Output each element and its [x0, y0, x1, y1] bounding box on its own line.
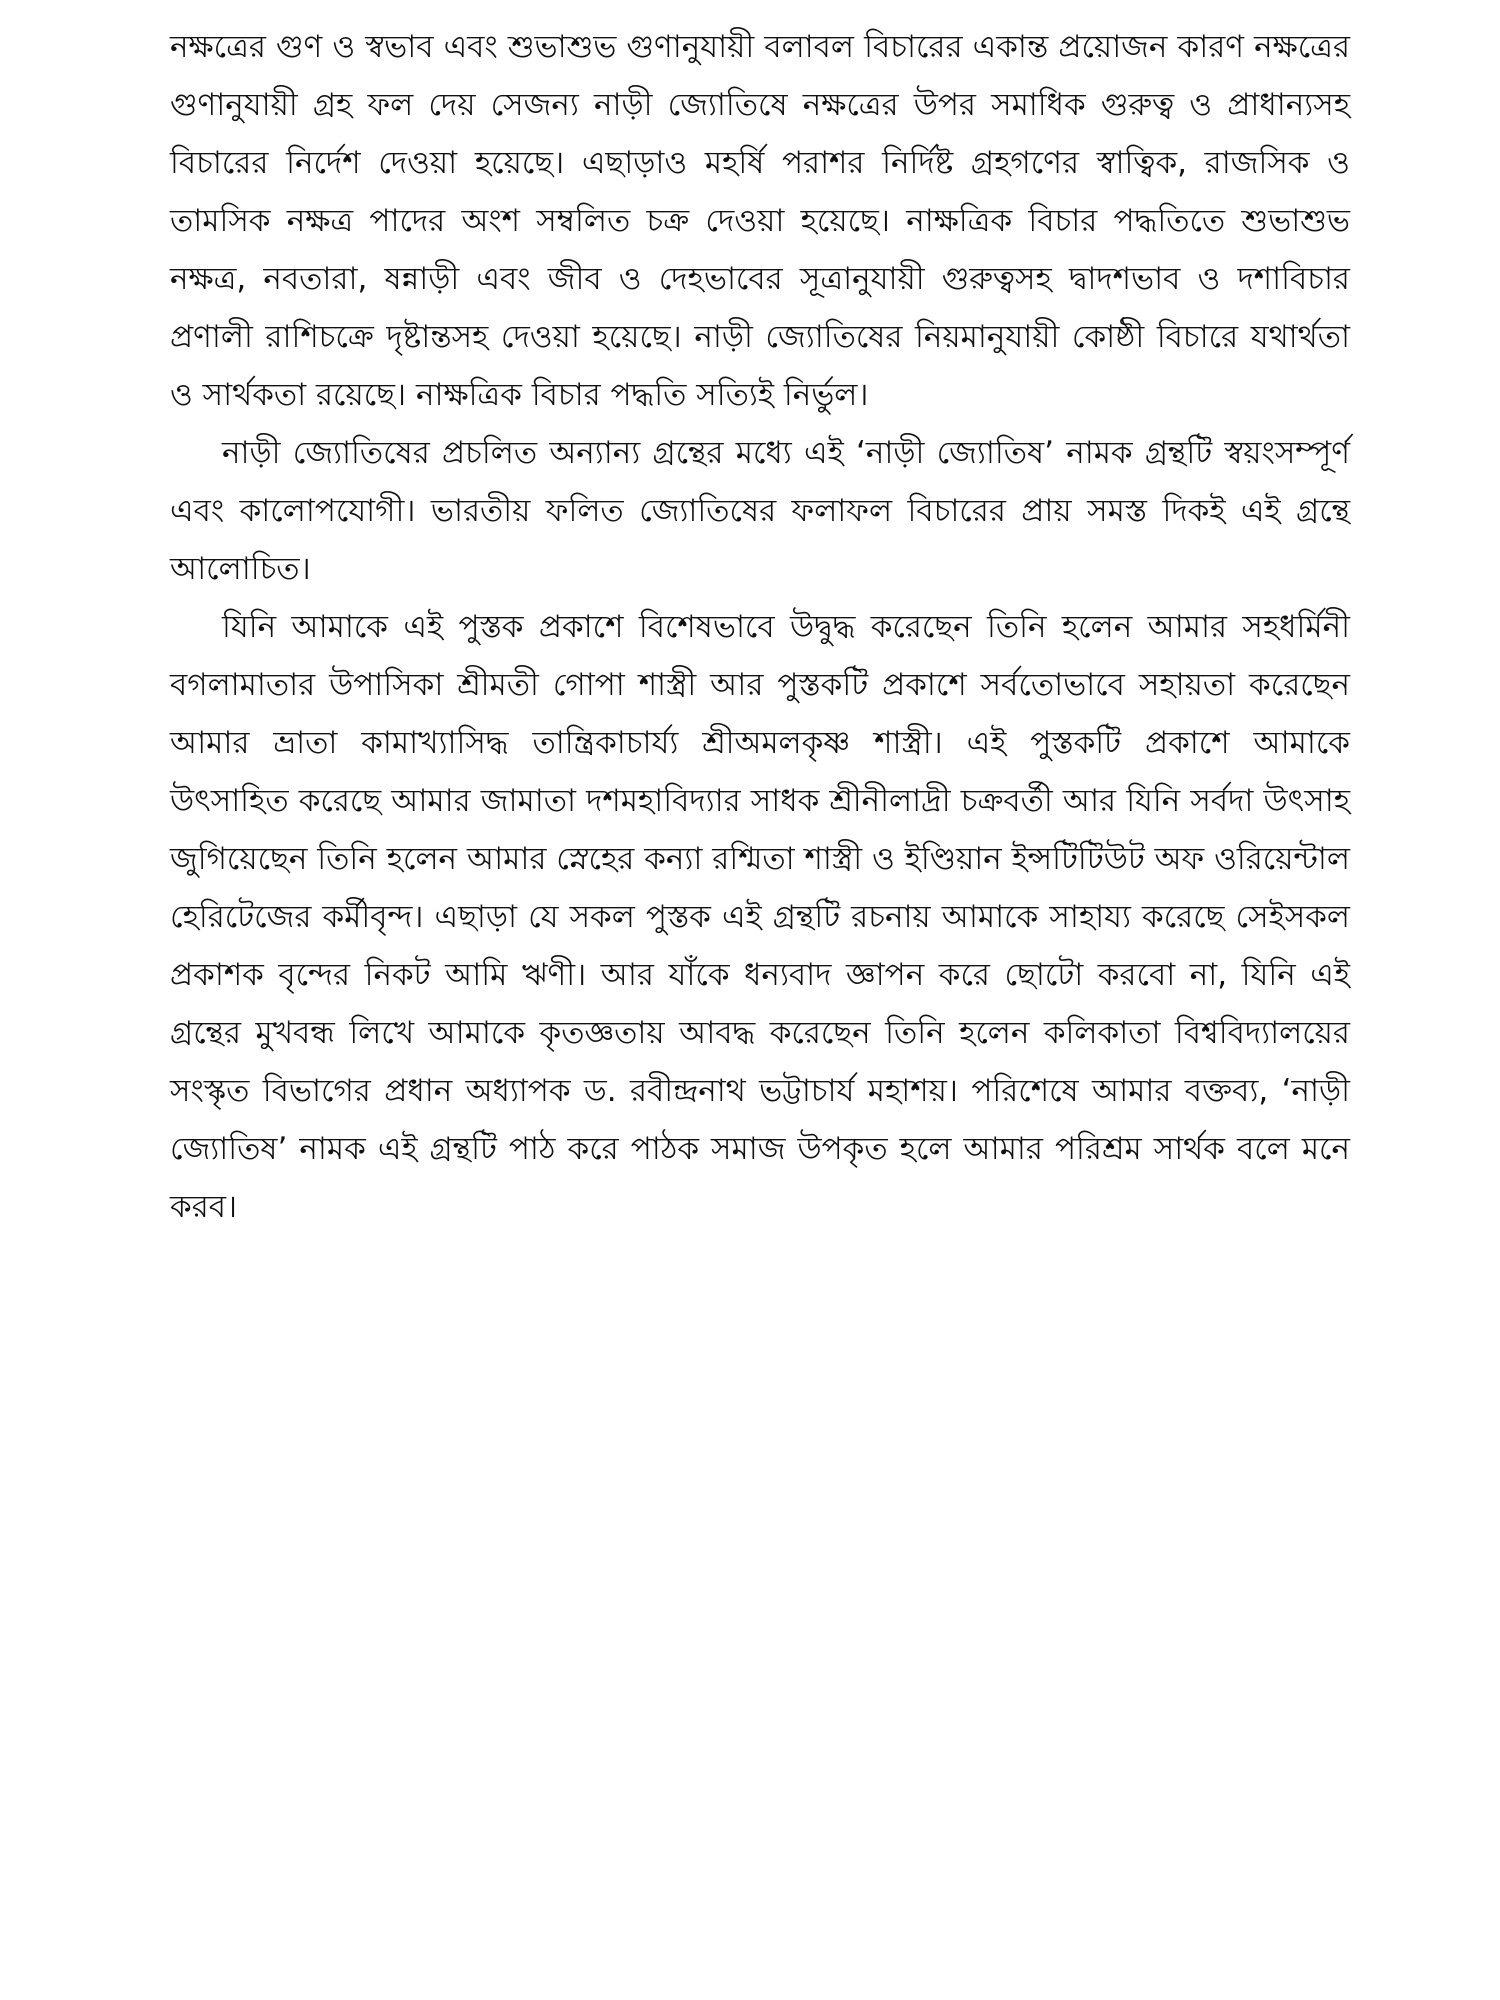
- paragraph-nakshatra-analysis: নক্ষত্রের গুণ ও স্বভাব এবং শুভাশুভ গুণানুযায়ী বলাবল বিচারের একান্ত প্রয়োজন কারণ নক্ষত্রের গুণানুযায়ী গ্রহ ফল দেয় সেজন্য নাড়ী জ্যোতিষে নক্ষত্রের উপর সমাধিক গুরুত্ব ও প্রাধান্যসহ বিচারের নির্দেশ দেওয়া হয়েছে। এছাড়াও মহর্ষি পরাশর নির্দিষ্ট গ্রহগণের স্বাত্বিক, রাজসিক ও তামসিক নক্ষত্র পাদের অংশ সম্বলিত চক্র দেওয়া হয়েছে। নাক্ষত্রিক বিচার পদ্ধতিতে শুভাশুভ নক্ষত্র, নবতারা, ষন্নাড়ী এবং জীব ও দেহভাবের সূত্রানুযায়ী গুরুত্বসহ দ্বাদশভাব ও দশাবিচার প্রণালী রাশিচক্রে দৃষ্টান্তসহ দেওয়া হয়েছে। নাড়ী জ্যোতিষের নিয়মানুযায়ী কোষ্ঠী বিচারে যথার্থতা ও সার্থকতা রয়েছে। নাক্ষত্রিক বিচার পদ্ধতি সত্যিই নির্ভুল।: [170, 29, 1350, 413]
- document-page: [170, 18, 1350, 1236]
- paragraph-book-overview: নাড়ী জ্যোতিষের প্রচলিত অন্যান্য গ্রন্থের মধ্যে এই ‘নাড়ী জ্যোতিষ’ নামক গ্রন্থটি স্বয়ংসম্পূর্ণ এবং কালোপযোগী। ভারতীয় ফলিত জ্যোতিষের ফলাফল বিচারের প্রায় সমস্ত দিকই এই গ্রন্থে আলোচিত।: [170, 435, 1350, 587]
- paragraph-acknowledgements: যিনি আমাকে এই পুস্তক প্রকাশে বিশেষভাবে উদ্বুদ্ধ করেছেন তিনি হলেন আমার সহধর্মিনী বগলামাতার উপাসিকা শ্রীমতী গোপা শাস্ত্রী আর পুস্তকটি প্রকাশে সর্বতোভাবে সহায়তা করেছেন আমার ভ্রাতা কামাখ্যাসিদ্ধ তান্ত্রিকাচার্য্য শ্রীঅমলকৃষ্ণ শাস্ত্রী। এই পুস্তকটি প্রকাশে আমাকে উৎসাহিত করেছে আমার জামাতা দশমহাবিদ্যার সাধক শ্রীনীলাদ্রী চক্রবর্তী আর যিনি সর্বদা উৎসাহ জুগিয়েছেন তিনি হলেন আমার স্নেহের কন্যা রশ্মিতা শাস্ত্রী ও ইণ্ডিয়ান ইন্সটিটিউট অফ ওরিয়েন্টাল হেরিটেজের কর্মীবৃন্দ। এছাড়া যে সকল পুস্তক এই গ্রন্থটি রচনায় আমাকে সাহায্য করেছে সেইসকল প্রকাশক বৃন্দের নিকট আমি ঋণী। আর যাঁকে ধন্যবাদ জ্ঞাপন করে ছোটো করবো না, যিনি এই গ্রন্থের মুখবন্ধ লিখে আমাকে কৃতজ্ঞতায় আবদ্ধ করেছেন তিনি হলেন কলিকাতা বিশ্ববিদ্যালয়ের সংস্কৃত বিভাগের প্রধান অধ্যাপক ড. রবীন্দ্রনাথ ভট্টাচার্য মহাশয়। পরিশেষে আমার বক্তব্য, ‘নাড়ী জ্যোতিষ’ নামক এই গ্রন্থটি পাঠ করে পাঠক সমাজ উপকৃত হলে আমার পরিশ্রম সার্থক বলে মনে করব।: [170, 609, 1350, 1225]
